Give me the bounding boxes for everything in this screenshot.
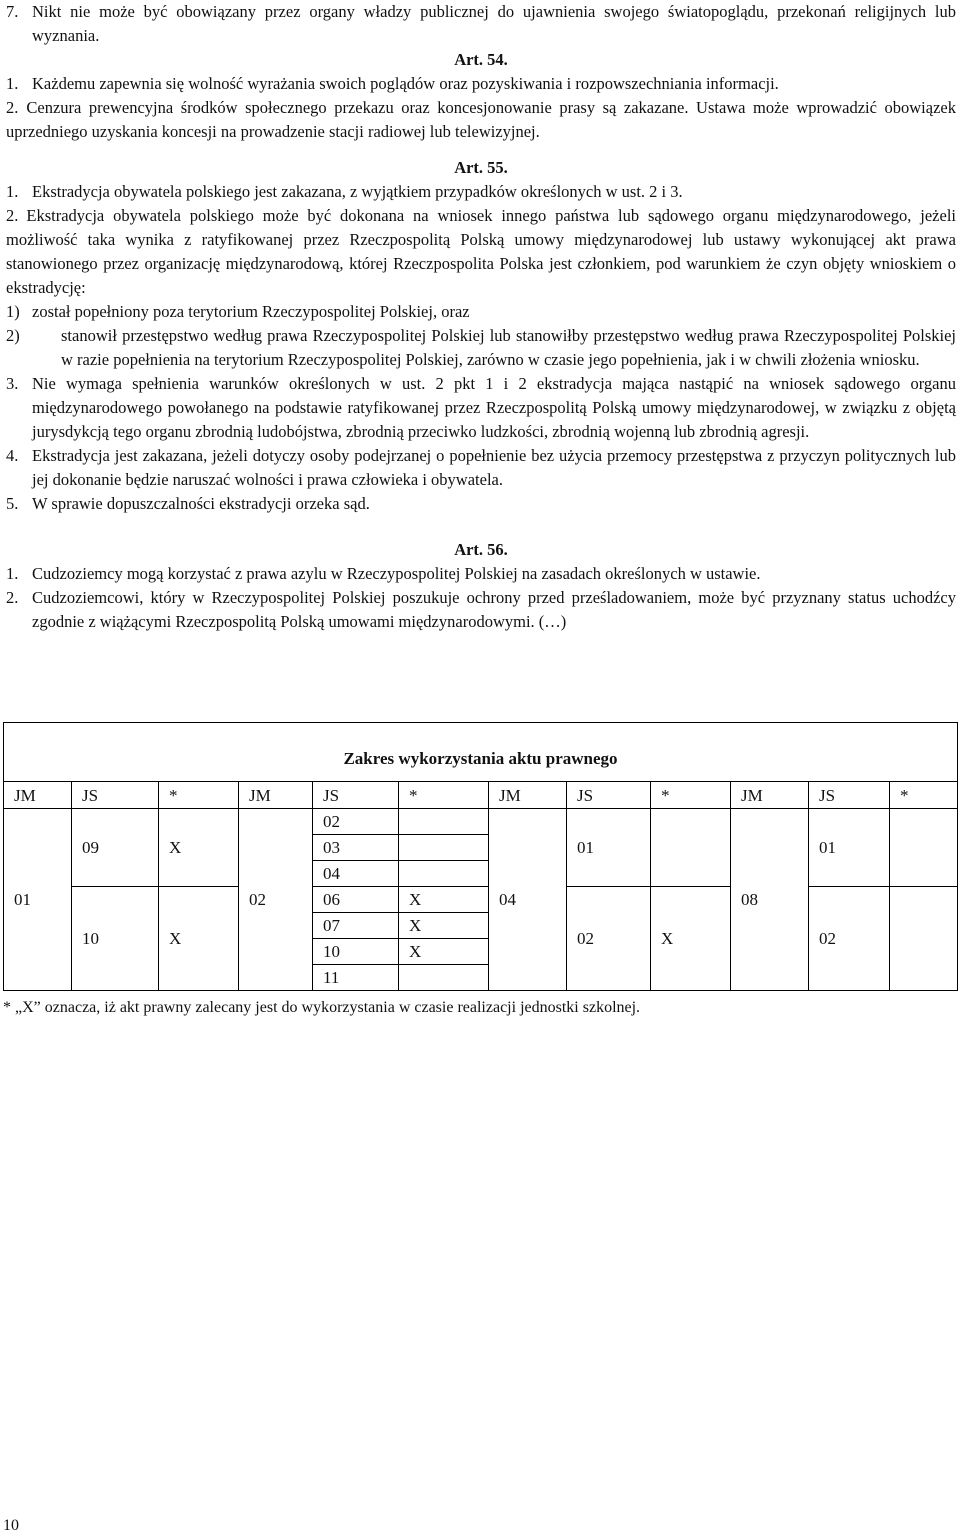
- table-header-row: [4, 782, 958, 809]
- usage-table-container: [3, 722, 957, 991]
- item-text: Nie wymaga spełnienia warunków określonych w ust. 2 pkt 1 i 2 ekstradycja mająca nastąpić na wniosek sądowego organu międzynarodowego powołanego na podstawie ratyfikowanej przez Rzeczpospolitą Polską umowy międzynarodowej, w związku z objętą jurysdykcją tego organu zbrodnią ludobójstwa, zbrodnią przeciwko ludzkości, zbrodnią wojenną lub zbrodnią agresji.: [32, 374, 956, 441]
- table-footnote: * „X” oznacza, iż akt prawny zalecany jest do wykorzystania w czasie realizacji jednostki szkolnej.: [3, 999, 641, 1016]
- item-text: Cudzoziemcy mogą korzystać z prawa azylu w Rzeczypospolitej Polskiej na zasadach określonych w ustawie.: [32, 564, 761, 583]
- point-number: 1): [6, 302, 20, 321]
- header-jm: JM: [731, 782, 809, 809]
- document-page: [6, 0, 956, 634]
- article-56-item-2: [6, 586, 956, 634]
- usage-table: [3, 722, 958, 991]
- article-55-point-2: [6, 324, 956, 372]
- header-jm: JM: [4, 782, 72, 809]
- js-cell: 09: [72, 809, 159, 887]
- page-number: 10: [3, 1517, 19, 1534]
- mark-cell: [651, 809, 731, 887]
- header-js: JS: [72, 782, 159, 809]
- header-star: *: [399, 782, 489, 809]
- point-number: 2): [6, 326, 20, 345]
- item-number: 2.: [6, 588, 19, 607]
- item-number: 1.: [6, 74, 19, 93]
- point-text: stanowił przestępstwo według prawa Rzeczypospolitej Polskiej lub stanowiłby przestępstwo według prawa Rzeczypospolitej Polskiej w razie popełnienia na terytorium Rzeczypospolitej Polskiej, zarówno w czasie jego popełnienia, jak i w chwili złożenia wniosku.: [61, 326, 956, 369]
- header-js: JS: [809, 782, 890, 809]
- js-cell: 02: [313, 809, 399, 835]
- jm-cell: 08: [731, 809, 809, 991]
- article-54-item-2: [6, 96, 956, 144]
- header-star: *: [651, 782, 731, 809]
- item-text: Cenzura prewencyjna środków społecznego przekazu oraz koncesjonowanie prasy są zakazane. Ustawa może wprowadzić obowiązek uprzedniego uzyskania koncesji na prowadzenie stacji radiowej lub telewizyjnej.: [6, 98, 956, 141]
- item-number: 4.: [6, 446, 19, 465]
- mark-cell: [399, 835, 489, 861]
- js-cell: 02: [567, 887, 651, 991]
- item-number: 1.: [6, 564, 19, 583]
- header-js: JS: [567, 782, 651, 809]
- item-number: 2.: [6, 206, 19, 225]
- js-cell: 03: [313, 835, 399, 861]
- article-55-item-3: [6, 372, 956, 444]
- header-jm: JM: [239, 782, 313, 809]
- mark-cell: [399, 809, 489, 835]
- mark-cell: X: [651, 887, 731, 991]
- header-star: *: [159, 782, 239, 809]
- table-row: [4, 887, 958, 913]
- article-54-item-1: [6, 72, 956, 96]
- js-cell: 01: [809, 809, 890, 887]
- article-56-item-1: [6, 562, 956, 586]
- item-number: 5.: [6, 494, 19, 513]
- jm-cell: 04: [489, 809, 567, 991]
- mark-cell: X: [159, 809, 239, 887]
- header-star: *: [890, 782, 958, 809]
- js-cell: 06: [313, 887, 399, 913]
- table-row: [4, 809, 958, 835]
- article-55-item-5: [6, 492, 956, 516]
- item-number: 7.: [6, 2, 19, 21]
- mark-cell: X: [399, 887, 489, 913]
- item-text: Ekstradycja obywatela polskiego jest zakazana, z wyjątkiem przypadków określonych w ust. 2 i 3.: [32, 182, 683, 201]
- item-text: Każdemu zapewnia się wolność wyrażania swoich poglądów oraz pozyskiwania i rozpowszechniania informacji.: [32, 74, 779, 93]
- mark-cell: X: [399, 939, 489, 965]
- mark-cell: X: [399, 913, 489, 939]
- article-55-item-4: [6, 444, 956, 492]
- item-text: Ekstradycja jest zakazana, jeżeli dotyczy osoby podejrzanej o popełnienie bez użycia przemocy przestępstwa z przyczyn politycznych lub jej dokonanie będzie naruszać wolności i prawa człowieka i obywatela.: [32, 446, 956, 489]
- article-55-item-2: [6, 204, 956, 300]
- item-number: 1.: [6, 182, 19, 201]
- header-jm: JM: [489, 782, 567, 809]
- mark-cell: [399, 965, 489, 991]
- mark-cell: [890, 887, 958, 991]
- item-text: W sprawie dopuszczalności ekstradycji orzeka sąd.: [32, 494, 370, 513]
- article-56-heading: Art. 56.: [454, 540, 508, 559]
- item-number: 3.: [6, 374, 19, 393]
- table-title: Zakres wykorzystania aktu prawnego: [4, 723, 958, 782]
- js-cell: 07: [313, 913, 399, 939]
- js-cell: 10: [313, 939, 399, 965]
- mark-cell: [399, 861, 489, 887]
- js-cell: 04: [313, 861, 399, 887]
- item-number: 2.: [6, 98, 19, 117]
- item-text: Ekstradycja obywatela polskiego może być dokonana na wniosek innego państwa lub sądowego organu międzynarodowego, jeżeli możliwość taka wynika z ratyfikowanej przez Rzeczpospolitą Polską umowy międzynarodowej lub ustawy wykonującej akt prawa stanowionego przez organizację międzynarodową, której Rzeczpospolita Polska jest członkiem, pod warunkiem że czyn objęty wnioskiem o ekstradycję:: [6, 206, 956, 297]
- article-54-heading: Art. 54.: [454, 50, 508, 69]
- jm-cell: 01: [4, 809, 72, 991]
- article-55-point-1: [6, 300, 956, 324]
- header-js: JS: [313, 782, 399, 809]
- js-cell: 11: [313, 965, 399, 991]
- point-text: został popełniony poza terytorium Rzeczypospolitej Polskiej, oraz: [32, 302, 470, 321]
- mark-cell: X: [159, 887, 239, 991]
- article-55-heading: Art. 55.: [454, 158, 508, 177]
- js-cell: 02: [809, 887, 890, 991]
- article-55-item-1: [6, 180, 956, 204]
- js-cell: 01: [567, 809, 651, 887]
- jm-cell: 02: [239, 809, 313, 991]
- paragraph-7: [6, 0, 956, 48]
- mark-cell: [890, 809, 958, 887]
- js-cell: 10: [72, 887, 159, 991]
- item-text: Cudzoziemcowi, który w Rzeczypospolitej Polskiej poszukuje ochrony przed prześladowaniem, może być przyznany status uchodźcy zgodnie z wiążącymi Rzeczpospolitą Polską umowami międzynarodowymi. (…): [32, 588, 956, 631]
- item-text: Nikt nie może być obowiązany przez organy władzy publicznej do ujawnienia swojego światopoglądu, przekonań religijnych lub wyznania.: [32, 2, 956, 45]
